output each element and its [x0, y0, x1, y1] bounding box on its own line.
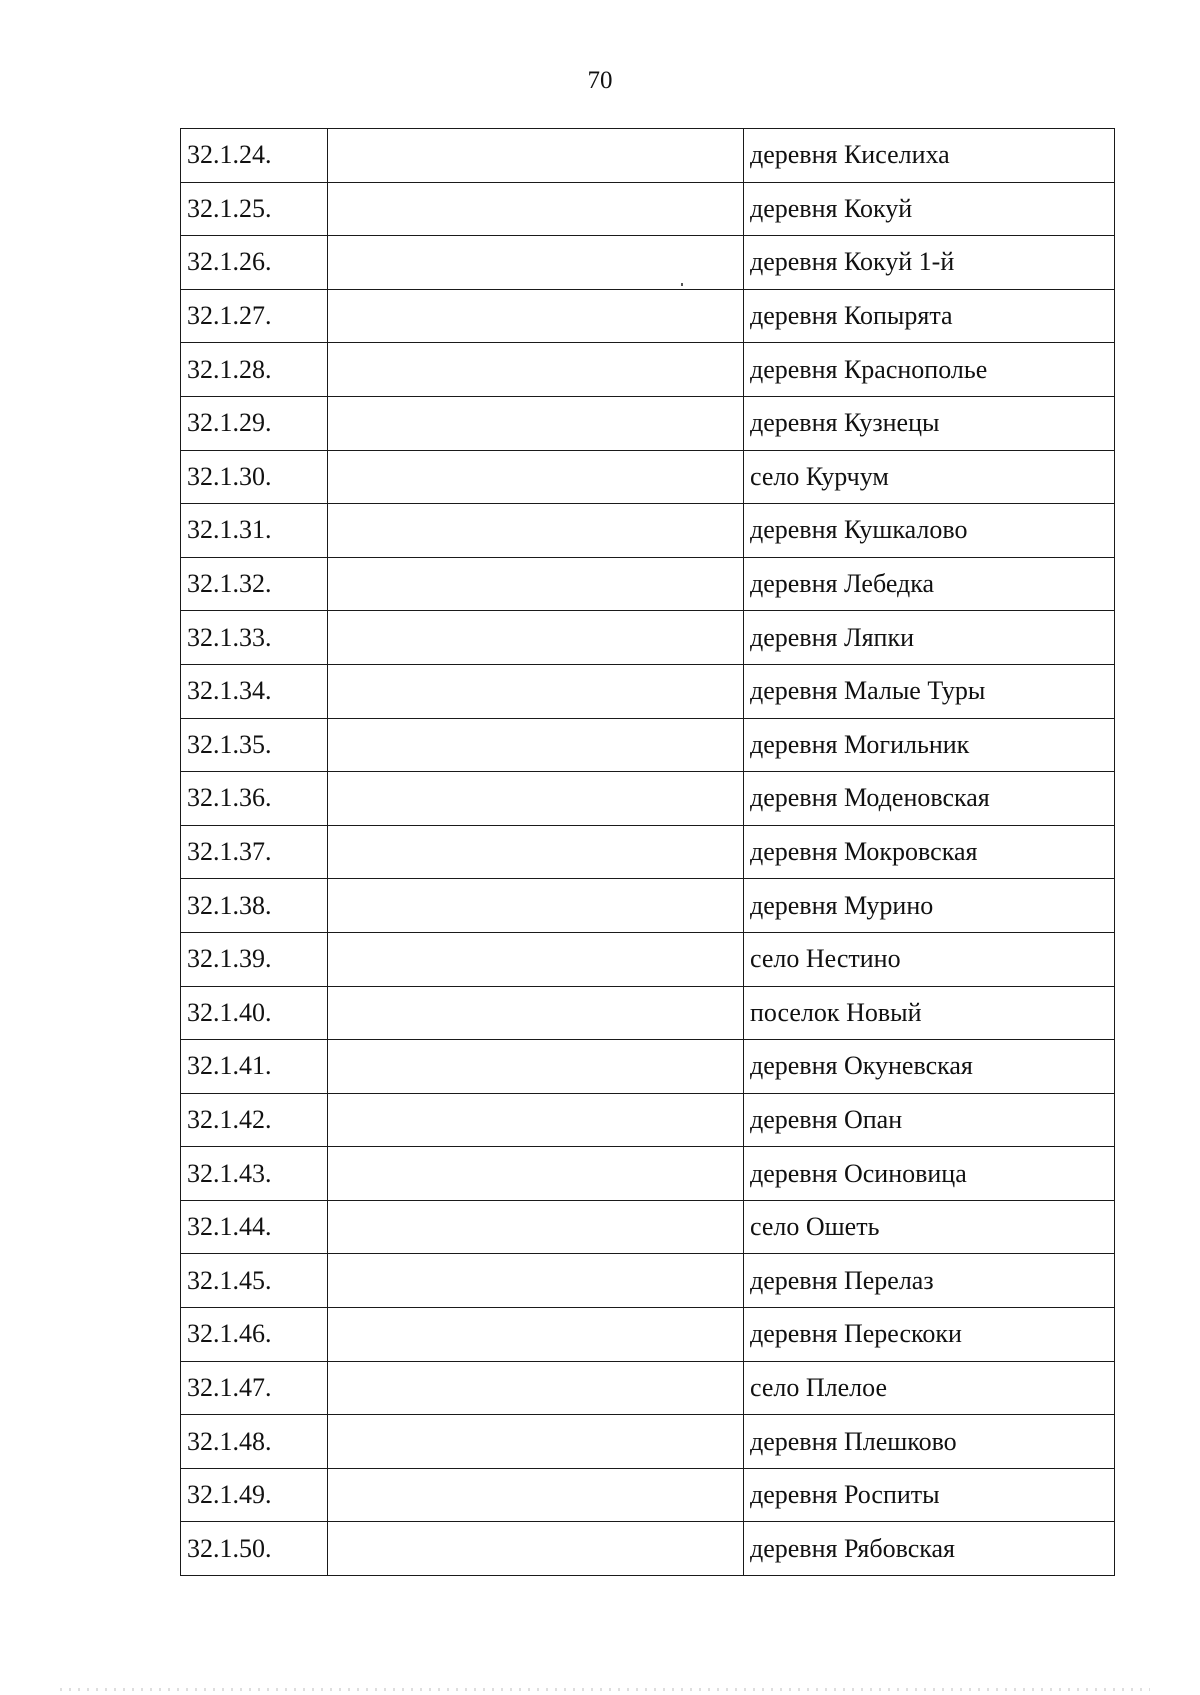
row-number-cell: 32.1.24.	[181, 129, 328, 183]
empty-cell	[328, 718, 744, 772]
table-row	[181, 1254, 1115, 1308]
empty-cell	[328, 182, 744, 236]
table-row	[181, 289, 1115, 343]
row-number-cell: 32.1.35.	[181, 718, 328, 772]
row-number-cell: 32.1.38.	[181, 879, 328, 933]
settlement-name-cell: деревня Могильник	[744, 718, 1115, 772]
settlement-name-cell: деревня Перелаз	[744, 1254, 1115, 1308]
table-row	[181, 129, 1115, 183]
settlement-name-cell: деревня Ляпки	[744, 611, 1115, 665]
row-number-cell: 32.1.33.	[181, 611, 328, 665]
settlement-name-cell: деревня Лебедка	[744, 557, 1115, 611]
empty-cell	[328, 1040, 744, 1094]
empty-cell	[328, 343, 744, 397]
settlement-name-cell: деревня Кокуй 1-й	[744, 236, 1115, 290]
table-row	[181, 1040, 1115, 1094]
settlement-name-cell: деревня Плешково	[744, 1415, 1115, 1469]
row-number-cell: 32.1.26.	[181, 236, 328, 290]
table-row	[181, 1522, 1115, 1576]
empty-cell	[328, 986, 744, 1040]
table-row	[181, 1468, 1115, 1522]
row-number-cell: 32.1.45.	[181, 1254, 328, 1308]
empty-cell	[328, 396, 744, 450]
table-row	[181, 1147, 1115, 1201]
settlement-name-cell: деревня Мокровская	[744, 825, 1115, 879]
table-row	[181, 182, 1115, 236]
settlement-name-cell: деревня Кокуй	[744, 182, 1115, 236]
empty-cell	[328, 664, 744, 718]
table-row	[181, 1415, 1115, 1469]
row-number-cell: 32.1.40.	[181, 986, 328, 1040]
row-number-cell: 32.1.46.	[181, 1308, 328, 1362]
settlement-name-cell: село Нестино	[744, 932, 1115, 986]
settlement-name-cell: деревня Рябовская	[744, 1522, 1115, 1576]
row-number-cell: 32.1.29.	[181, 396, 328, 450]
settlement-name-cell: деревня Мурино	[744, 879, 1115, 933]
page-number: 70	[587, 67, 613, 94]
table-row	[181, 932, 1115, 986]
empty-cell	[328, 557, 744, 611]
row-number-cell: 32.1.48.	[181, 1415, 328, 1469]
table-row	[181, 396, 1115, 450]
row-number-cell: 32.1.47.	[181, 1361, 328, 1415]
settlement-name-cell: деревня Роспиты	[744, 1468, 1115, 1522]
empty-cell	[328, 825, 744, 879]
table-row	[181, 504, 1115, 558]
table-row	[181, 664, 1115, 718]
row-number-cell: 32.1.31.	[181, 504, 328, 558]
empty-cell	[328, 129, 744, 183]
settlement-name-cell: поселок Новый	[744, 986, 1115, 1040]
row-number-cell: 32.1.25.	[181, 182, 328, 236]
settlement-name-cell: деревня Кузнецы	[744, 396, 1115, 450]
row-number-cell: 32.1.44.	[181, 1200, 328, 1254]
row-number-cell: 32.1.37.	[181, 825, 328, 879]
empty-cell	[328, 772, 744, 826]
settlement-name-cell: деревня Перескоки	[744, 1308, 1115, 1362]
settlement-name-cell: деревня Осиновица	[744, 1147, 1115, 1201]
row-number-cell: 32.1.27.	[181, 289, 328, 343]
row-number-cell: 32.1.34.	[181, 664, 328, 718]
table-body	[181, 129, 1115, 1576]
table-row	[181, 557, 1115, 611]
empty-cell	[328, 1361, 744, 1415]
settlement-name-cell: деревня Окуневская	[744, 1040, 1115, 1094]
empty-cell	[328, 879, 744, 933]
settlement-name-cell: деревня Моденовская	[744, 772, 1115, 826]
row-number-cell: 32.1.41.	[181, 1040, 328, 1094]
settlements-table	[180, 128, 1115, 1576]
table-row	[181, 611, 1115, 665]
table-row	[181, 772, 1115, 826]
empty-cell	[328, 1522, 744, 1576]
row-number-cell: 32.1.39.	[181, 932, 328, 986]
settlement-name-cell: село Курчум	[744, 450, 1115, 504]
table-row	[181, 450, 1115, 504]
settlement-name-cell: село Ошеть	[744, 1200, 1115, 1254]
table-row	[181, 1361, 1115, 1415]
empty-cell	[328, 450, 744, 504]
empty-cell	[328, 1308, 744, 1362]
table-row	[181, 236, 1115, 290]
settlement-name-cell: деревня Копырята	[744, 289, 1115, 343]
scan-edge-noise	[60, 1688, 1150, 1691]
table-row	[181, 825, 1115, 879]
empty-cell	[328, 611, 744, 665]
settlement-name-cell: село Плелое	[744, 1361, 1115, 1415]
row-number-cell: 32.1.32.	[181, 557, 328, 611]
row-number-cell: 32.1.30.	[181, 450, 328, 504]
empty-cell	[328, 1415, 744, 1469]
row-number-cell: 32.1.43.	[181, 1147, 328, 1201]
empty-cell	[328, 1200, 744, 1254]
empty-cell	[328, 289, 744, 343]
row-number-cell: 32.1.36.	[181, 772, 328, 826]
table-row	[181, 1200, 1115, 1254]
table-row	[181, 718, 1115, 772]
row-number-cell: 32.1.42.	[181, 1093, 328, 1147]
table-row	[181, 343, 1115, 397]
table-row	[181, 986, 1115, 1040]
row-number-cell: 32.1.28.	[181, 343, 328, 397]
empty-cell	[328, 1254, 744, 1308]
empty-cell	[328, 932, 744, 986]
empty-cell	[328, 1093, 744, 1147]
table-row	[181, 1093, 1115, 1147]
settlement-name-cell: деревня Опан	[744, 1093, 1115, 1147]
empty-cell	[328, 1468, 744, 1522]
table-row	[181, 1308, 1115, 1362]
settlement-name-cell: деревня Киселиха	[744, 129, 1115, 183]
empty-cell	[328, 236, 744, 290]
empty-cell	[328, 1147, 744, 1201]
settlement-name-cell: деревня Кушкалово	[744, 504, 1115, 558]
empty-cell	[328, 504, 744, 558]
settlement-name-cell: деревня Малые Туры	[744, 664, 1115, 718]
table-row	[181, 879, 1115, 933]
settlement-name-cell: деревня Краснополье	[744, 343, 1115, 397]
row-number-cell: 32.1.49.	[181, 1468, 328, 1522]
scan-speck	[681, 283, 683, 286]
row-number-cell: 32.1.50.	[181, 1522, 328, 1576]
